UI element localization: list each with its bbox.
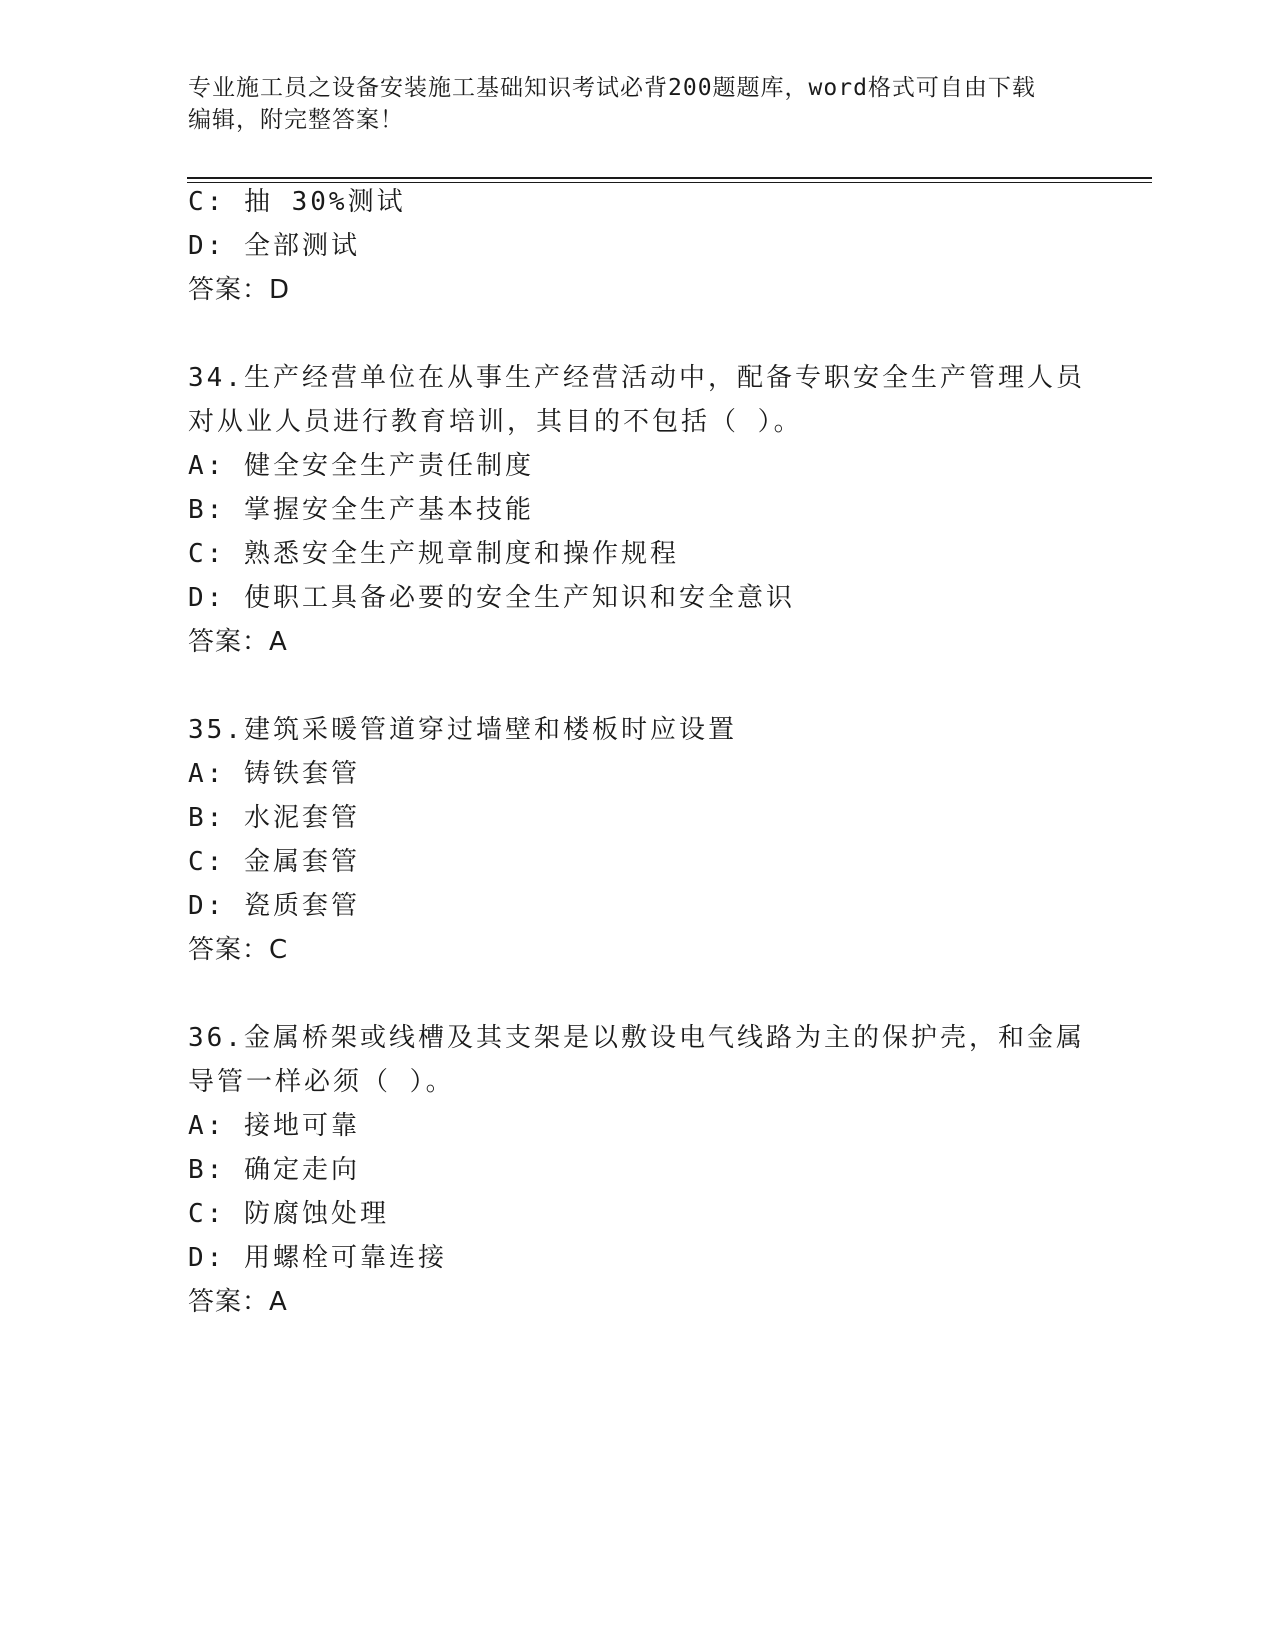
question-34-option-d: D: 使职工具备必要的安全生产知识和安全意识	[188, 583, 795, 613]
carryover-option-c: C: 抽 30%测试	[188, 187, 406, 217]
question-34-stem-line-1: 34.生产经营单位在从事生产经营活动中，配备专职安全生产管理人员	[188, 363, 1085, 393]
question-34-answer: 答案：A	[188, 627, 288, 657]
question-35-answer: 答案：C	[188, 935, 289, 965]
header-title-line-1: 专业施工员之设备安装施工基础知识考试必背200题题库，word格式可自由下载	[188, 75, 1036, 101]
question-35-stem-line-1: 35.建筑采暖管道穿过墙壁和楼板时应设置	[188, 715, 737, 745]
question-36-option-a: A: 接地可靠	[188, 1111, 360, 1141]
document-header	[188, 72, 1068, 136]
header-title-line-2: 编辑，附完整答案！	[188, 107, 404, 133]
question-34-stem-line-2: 对从业人员进行教育培训，其目的不包括（ ）。	[188, 407, 803, 437]
question-35-option-d: D: 瓷质套管	[188, 891, 360, 921]
question-36-option-b: B: 确定走向	[188, 1155, 360, 1185]
question-36-answer: 答案：A	[188, 1287, 288, 1317]
question-36-option-c: C: 防腐蚀处理	[188, 1199, 389, 1229]
carryover-option-d: D: 全部测试	[188, 231, 360, 261]
question-34-option-c: C: 熟悉安全生产规章制度和操作规程	[188, 539, 679, 569]
header-divider-thin	[187, 182, 1152, 183]
question-35-option-a: A: 铸铁套管	[188, 759, 360, 789]
question-36-stem-line-2: 导管一样必须（ ）。	[188, 1067, 455, 1097]
question-34-option-b: B: 掌握安全生产基本技能	[188, 495, 534, 525]
question-36-option-d: D: 用螺栓可靠连接	[188, 1243, 447, 1273]
question-36-stem-line-1: 36.金属桥架或线槽及其支架是以敷设电气线路为主的保护壳，和金属	[188, 1023, 1085, 1053]
question-34-option-a: A: 健全安全生产责任制度	[188, 451, 534, 481]
carryover-answer: 答案：D	[188, 275, 291, 305]
question-35-option-b: B: 水泥套管	[188, 803, 360, 833]
question-35-option-c: C: 金属套管	[188, 847, 360, 877]
header-divider-thick	[187, 177, 1152, 179]
